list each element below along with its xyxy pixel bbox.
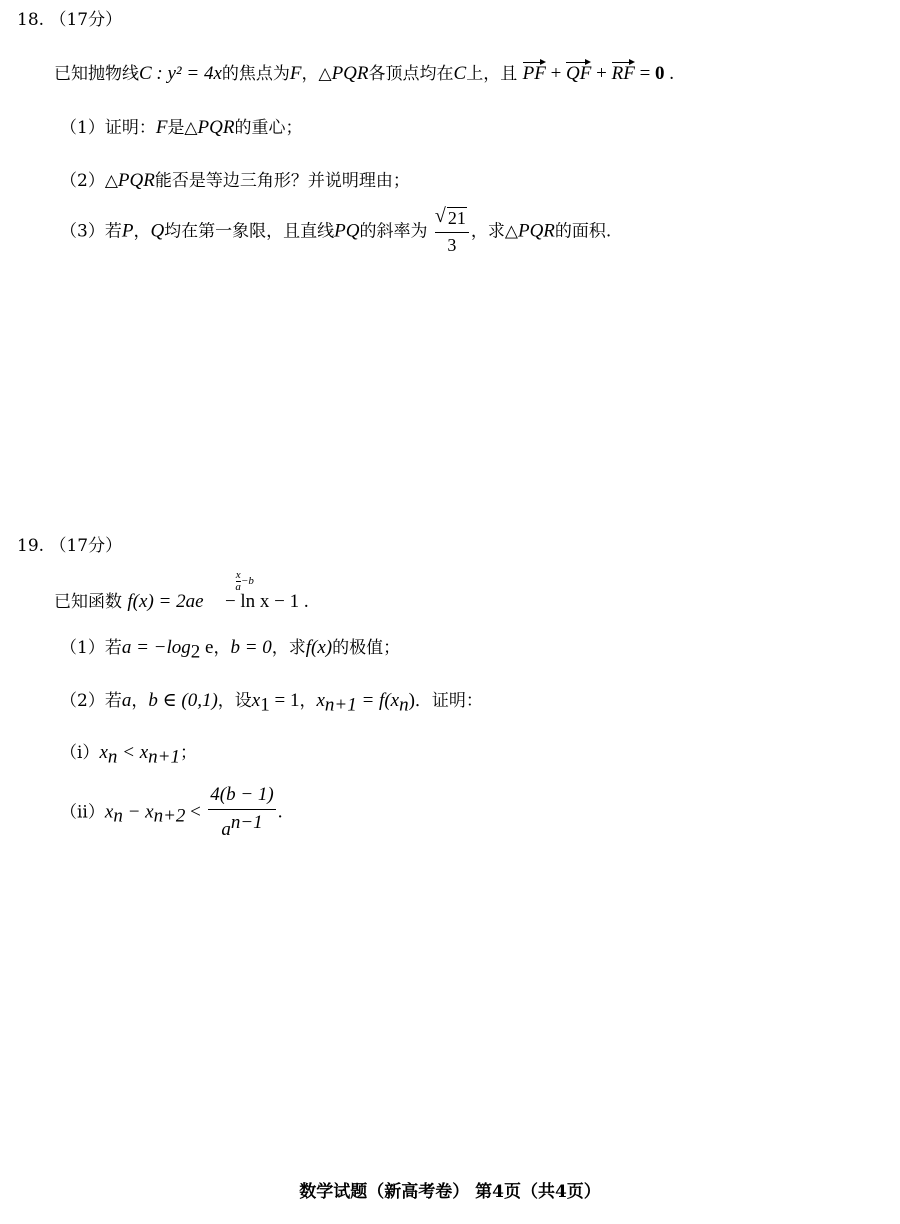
q19-sub-i: $(i)x_n < x_{n+1}$； xyxy=(60,742,197,768)
q18-part2: （2）△PQR能否是等边三角形？并说明理由； xyxy=(60,170,410,191)
q19-sub-ii: $(ii)x_n - x_{n+2}$ < $\frac{4(b - 1)}{a^{n-1}}$ . xyxy=(60,784,283,840)
q18-part3: （3）若P，Q均在第一象限，且直线PQ的斜率为 √ $\frac{21}{3}$ ，求△PQR的面积. xyxy=(60,208,611,256)
q18-stem: 已知抛物线C : y² = 4x的焦点为F，△PQR各顶点均在C上，且 PF + QF + RF = 0 . xyxy=(54,63,675,84)
bound-fraction: $\frac{4(b - 1)}{a^{n-1}}$ xyxy=(210,784,274,840)
q19-header: 19. （17分） xyxy=(17,536,123,556)
page-footer: 数学试题（新高考卷） 第4页（共4页） xyxy=(299,1182,601,1202)
q18-header: 18. （17分） xyxy=(17,10,123,30)
q18-part1: （1）证明：F是△PQR的重心； xyxy=(60,117,303,138)
q19-part1: （1）若$a = -\log_2$ e，b = 0，求f(x)的极值； xyxy=(60,637,401,663)
slope-fraction: √ $\frac{21}{3}$ xyxy=(435,208,469,256)
q19-part2: （2）若a，b ∈ (0,1)，设$x_1 = 1$，$x_{n+1} = f(x_n)$．证明： xyxy=(60,690,483,716)
q19-stem: 已知函数 f(x) = 2ae $\frac{x}{a}$ −b − ln x − 1 . xyxy=(54,569,309,612)
